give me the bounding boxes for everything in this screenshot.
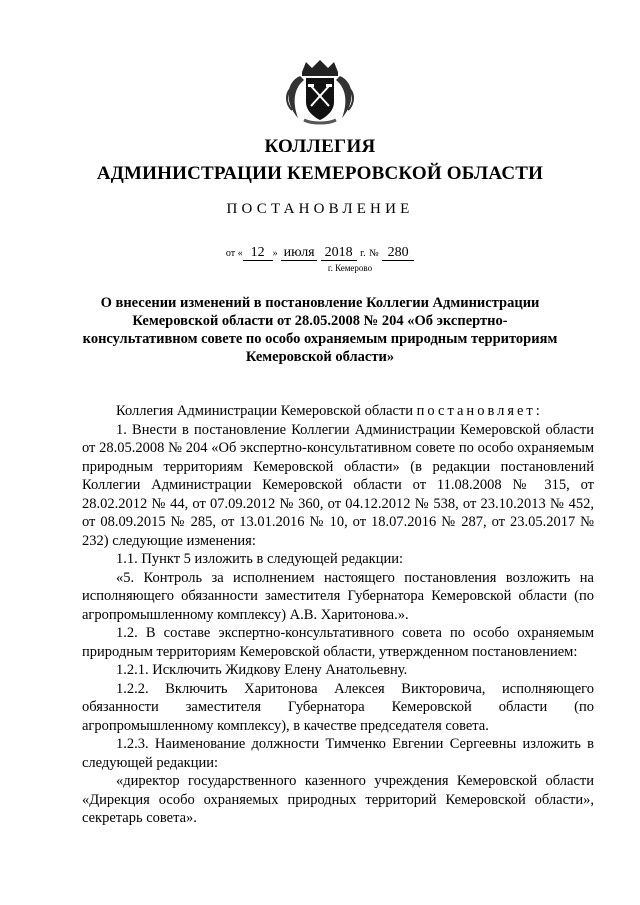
date-day: 12 (243, 246, 273, 261)
intro-spaced-verb: постановляет: (416, 403, 543, 419)
document-number: 280 (382, 246, 414, 261)
date-day-close: » (272, 248, 278, 259)
document-type: ПОСТАНОВЛЕНИЕ (226, 201, 414, 217)
document-body (82, 402, 594, 828)
paragraph-1-2-3: 1.2.3. Наименование должности Тимченко Евгении Сергеевны изложить в следующей редакции: (82, 736, 594, 771)
date-prefix: от « (225, 248, 243, 259)
paragraph-1-2-3-text: «директор государственного казенного учреждения Кемеровской области «Дирекция особо охраняемых природных территорий Кемеровской области», секретарь совета». (82, 773, 594, 826)
kemerovo-coat-of-arms-icon (280, 58, 360, 126)
paragraph-1-2: 1.2. В составе экспертно-консультативного совета по особо охраняемым природным территориям Кемеровской области, утвержденном постановлением: (82, 625, 594, 660)
paragraph-1-1: 1.1. Пункт 5 изложить в следующей редакции: (116, 551, 404, 567)
city-label: г. Кемерово (327, 263, 373, 273)
paragraph-1-1-text: «5. Контроль за исполнением настоящего постановления возложить на исполняющего обязанности заместителя Губернатора Кемеровской области (по агропромышленному комплексу) А.В. Харитонова.». (82, 569, 594, 623)
heading-line: Кемеровской области» (245, 349, 395, 365)
intro-text: Коллегия Администрации Кемеровской области (116, 403, 417, 419)
date-year: 2018 (321, 246, 357, 261)
heading-line: О внесении изменений в постановление Коллегии Администрации (100, 295, 540, 311)
number-sign: № (369, 248, 379, 259)
date-month: июля (281, 246, 317, 261)
date-line (0, 245, 640, 262)
paragraph-1: 1. Внести в постановление Коллегии Администрации Кемеровской области от 28.05.2008 № 204 «Об экспертно-консультативном совете по особо охраняемым природным территориям Кемеровской области» (в редакции постановлений Коллегии Администрации Кемеровской области от 11.08.2008 № 315, от 28.02.2012 № 44, от 07.09.2012 № 360, от 04.12.2012 № 538, от 23.10.2013 № 452, от 08.09.2015 № 285, от 13.01.2016 № 10, от 18.07.2016 № 287, от 23.05.2017 № 232) следующие изменения: (82, 421, 594, 549)
heading-line: Кемеровской области от 28.05.2008 № 204 «Об экспертно- (132, 313, 508, 329)
intro-paragraph (82, 402, 594, 421)
paragraph-1-2-2: 1.2.2. Включить Харитонова Алексея Викторовича, исполняющего обязанности заместителя Губернатора Кемеровской области (по агропромышленному комплексу), в качестве председателя совета. (82, 680, 594, 734)
org-title-line2: АДМИНИСТРАЦИИ КЕМЕРОВСКОЙ ОБЛАСТИ (96, 163, 544, 184)
heading-line: консультативном совете по особо охраняемым природным территориям (82, 331, 558, 347)
org-title-line1: КОЛЛЕГИЯ (264, 136, 376, 157)
date-year-suffix: г. (360, 248, 366, 259)
document-heading (80, 294, 560, 366)
paragraph-1-2-1: 1.2.1. Исключить Жидкову Елену Анатольевну. (116, 662, 408, 678)
